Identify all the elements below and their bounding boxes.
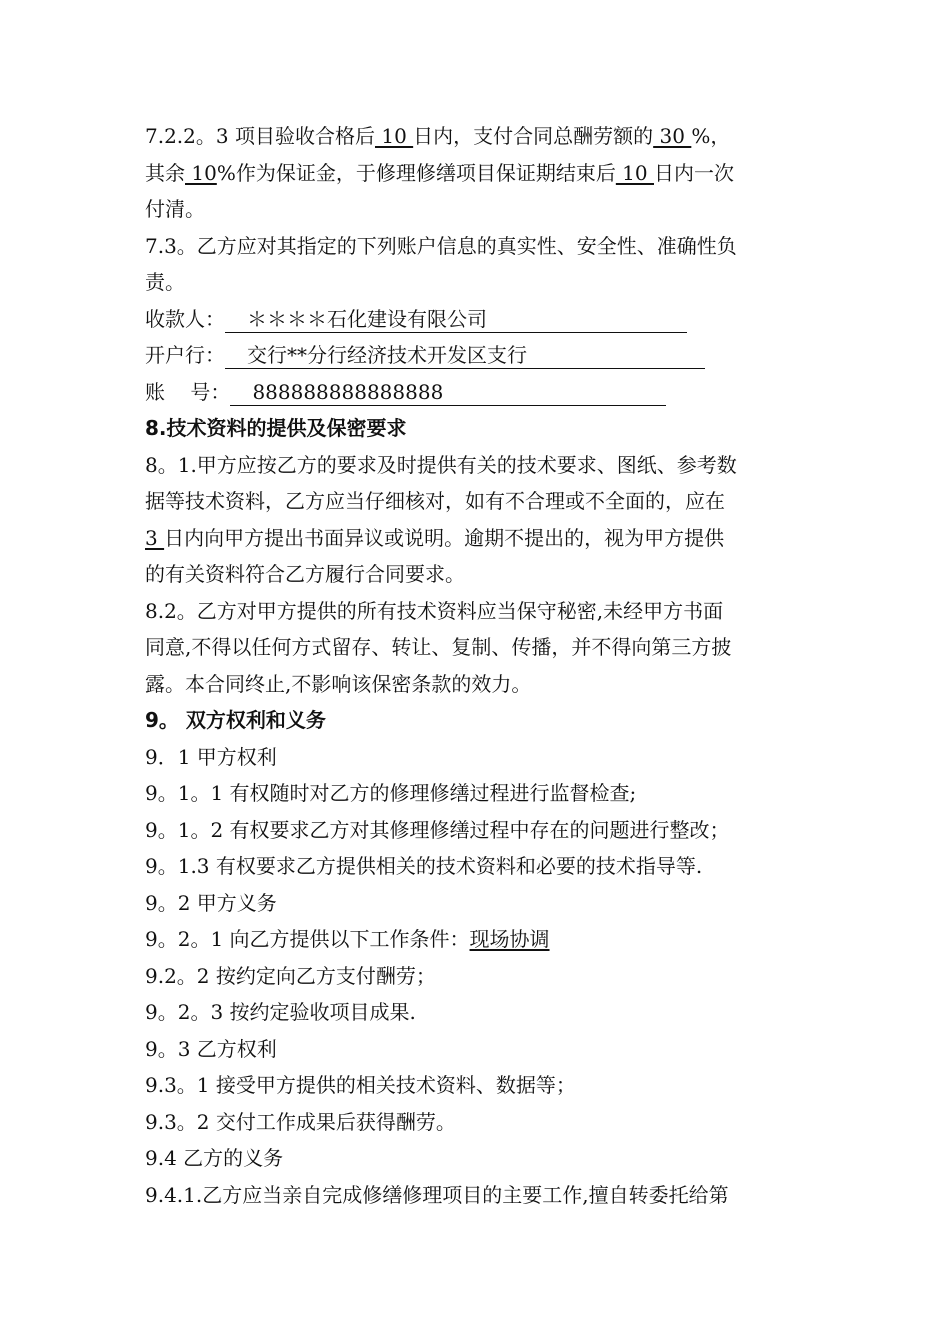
work-condition-value: 现场协调 xyxy=(469,927,550,951)
clause-9-1-2: 9。1。2 有权要求乙方对其修理修缮过程中存在的问题进行整改； xyxy=(145,817,730,842)
clause-7-2-2-line-3: 付清。 xyxy=(145,197,205,221)
clause-7-2-2-line-2 xyxy=(145,155,807,192)
clause-7-3-line-1: 7.3。乙方应对其指定的下列账户信息的真实性、安全性、准确性负 xyxy=(145,233,737,258)
clause-8-1-line-4: 的有关资料符合乙方履行合同要求。 xyxy=(145,562,465,586)
section-9-heading: 9。 双方权利和义务 xyxy=(145,708,326,732)
text: 9。2。1 向乙方提供以下工作条件： xyxy=(145,927,470,951)
clause-9-1-3: 9。1.3 有权要求乙方提供相关的技术资料和必要的技术指导等. xyxy=(145,854,703,878)
clause-9-4: 9.4 乙方的义务 xyxy=(145,1146,284,1170)
percent-blank: 10 xyxy=(185,160,217,185)
payee-value: ＊＊＊＊石化建设有限公司 xyxy=(225,306,687,333)
clause-8-2-line-3: 露。本合同终止,不影响该保密条款的效力。 xyxy=(145,671,532,696)
clause-9-3-2: 9.3。2 交付工作成果后获得酬劳。 xyxy=(145,1109,456,1134)
clause-9-2-3: 9。2。3 按约定验收项目成果. xyxy=(145,1000,416,1024)
text: 日内，支付合同总酬劳额的 xyxy=(413,124,654,148)
clause-8-2-line-1: 8.2。乙方对甲方提供的所有技术资料应当保守秘密,未经甲方书面 xyxy=(145,598,724,623)
days-blank: 10 xyxy=(374,124,414,148)
clause-7-2-2-line-1 xyxy=(145,118,807,155)
clause-7-3-line-2: 责。 xyxy=(145,270,185,294)
text: 7.2.2。3 项目验收合格后 xyxy=(145,124,375,148)
text: %作为保证金，于修理修缮项目保证期结束后 xyxy=(216,160,616,185)
clause-8-1-line-3 xyxy=(145,520,807,557)
days-blank: 10 xyxy=(615,160,654,185)
account-number-row xyxy=(145,374,807,411)
text: 日内向甲方提出书面异议或说明。逾期不提出的，视为甲方提供 xyxy=(164,525,725,550)
contract-page xyxy=(145,118,807,1213)
bank-value: 交行**分行经济技术开发区支行 xyxy=(225,342,705,369)
clause-9-2-1 xyxy=(145,921,807,958)
bank-row xyxy=(145,337,807,374)
clause-9-2: 9。2 甲方义务 xyxy=(145,890,277,915)
text: 日内一次 xyxy=(654,160,734,185)
clause-9-1: 9．1 甲方权利 xyxy=(145,744,277,769)
payee-row xyxy=(145,301,807,338)
days-blank: 3 xyxy=(145,525,165,550)
clause-9-3-1: 9.3。1 接受甲方提供的相关技术资料、数据等； xyxy=(145,1073,576,1097)
clause-9-4-1: 9.4.1.乙方应当亲自完成修缮修理项目的主要工作,擅自转委托给第 xyxy=(145,1182,729,1207)
clause-8-1-line-2: 据等技术资料，乙方应当仔细核对，如有不合理或不全面的，应在 xyxy=(145,489,725,513)
percent-blank: 30 xyxy=(653,124,692,148)
account-number-label: 账 号： xyxy=(145,379,231,404)
payee-label: 收款人： xyxy=(145,306,225,331)
text: %， xyxy=(691,124,731,148)
section-8-heading: 8.技术资料的提供及保密要求 xyxy=(145,416,407,440)
clause-9-1-1: 9。1。1 有权随时对乙方的修理修缮过程进行监督检查; xyxy=(145,781,637,805)
clause-9-3: 9。3 乙方权利 xyxy=(145,1036,277,1061)
account-number-value: 888888888888888 xyxy=(230,379,666,406)
text: 其余 xyxy=(145,160,185,185)
bank-label: 开户行： xyxy=(145,343,225,367)
clause-8-1-line-1: 8。1.甲方应按乙方的要求及时提供有关的技术要求、图纸、参考数 xyxy=(145,452,737,477)
clause-9-2-2: 9.2。2 按约定向乙方支付酬劳； xyxy=(145,963,436,988)
clause-8-2-line-2: 同意,不得以任何方式留存、转让、复制、传播，并不得向第三方披 xyxy=(145,635,732,659)
